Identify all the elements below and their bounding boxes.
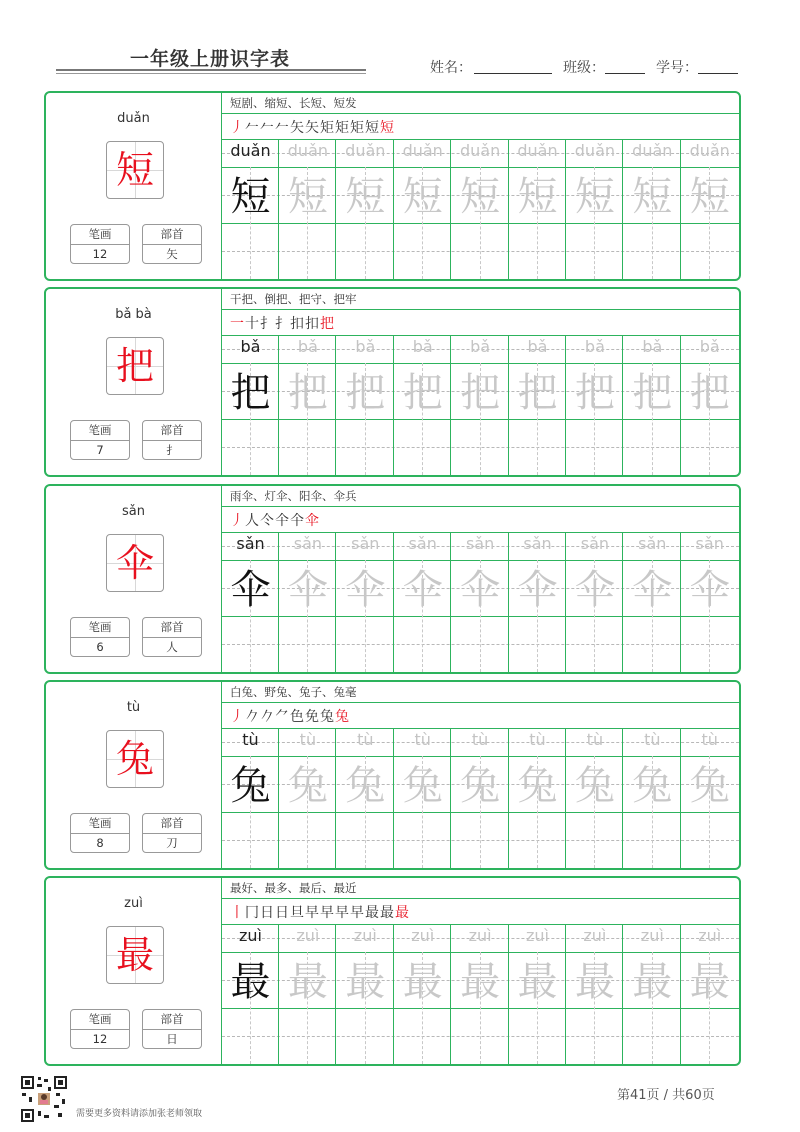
character-info-panel <box>46 289 222 475</box>
cell-character: 伞 <box>574 567 615 613</box>
cell-pinyin: sǎn <box>638 534 667 553</box>
cell-pinyin: sǎn <box>236 534 265 553</box>
practice-cell[interactable] <box>452 532 509 672</box>
stroke-step: 伞 <box>305 513 319 529</box>
cell-character: 伞 <box>460 567 501 613</box>
cell-pinyin: bǎ <box>642 337 663 356</box>
practice-cell[interactable] <box>222 924 279 1064</box>
cell-pinyin: bǎ <box>240 337 261 356</box>
main-character: 把 <box>115 344 154 388</box>
practice-grid <box>222 728 739 868</box>
stroke-order <box>230 510 320 530</box>
character-info-panel <box>46 93 222 279</box>
stroke-count-box <box>70 813 130 853</box>
cell-character: 短 <box>230 174 271 220</box>
cell-pinyin: sǎn <box>465 534 495 553</box>
practice-cell[interactable] <box>452 728 509 868</box>
page-number: 第41页 / 共60页 <box>617 1088 715 1103</box>
cell-pinyin: bǎ <box>412 337 433 356</box>
radical-value: 矢 <box>166 247 178 261</box>
cell-character: 把 <box>460 370 501 416</box>
practice-panel <box>222 682 739 868</box>
cell-pinyin: zuì <box>239 926 262 945</box>
cell-character: 短 <box>402 174 443 220</box>
radical-value: 扌 <box>166 443 178 457</box>
stroke-step: 矩 <box>320 120 334 136</box>
practice-cell[interactable] <box>681 728 738 868</box>
stroke-step: 早 <box>335 905 349 921</box>
radical-value: 日 <box>166 1032 178 1046</box>
cell-pinyin: tù <box>586 730 604 749</box>
practice-cell[interactable] <box>337 728 394 868</box>
practice-cell[interactable] <box>452 139 509 279</box>
character-card <box>44 484 741 674</box>
practice-cell[interactable] <box>222 532 279 672</box>
practice-grid <box>222 924 739 1064</box>
stroke-count-value: 6 <box>96 640 104 654</box>
cell-pinyin: duǎn <box>345 141 386 160</box>
cell-character: 兔 <box>287 763 328 809</box>
stroke-step: 早 <box>350 905 364 921</box>
page-title: 一年级上册识字表 <box>130 48 291 70</box>
cell-pinyin: sǎn <box>695 534 724 553</box>
cell-pinyin: zuì <box>583 926 607 945</box>
cell-character: 兔 <box>402 763 443 809</box>
cell-character: 最 <box>689 959 730 1005</box>
character-card <box>44 91 741 281</box>
cell-pinyin: zuì <box>526 926 549 945</box>
practice-cell[interactable] <box>566 532 623 672</box>
cell-character: 兔 <box>345 763 386 809</box>
practice-cell[interactable] <box>509 924 566 1064</box>
cell-character: 兔 <box>632 763 673 809</box>
stroke-order <box>230 313 335 333</box>
stroke-count-value: 12 <box>92 1032 108 1046</box>
character-card <box>44 287 741 477</box>
stroke-step: 兔 <box>335 709 349 725</box>
radical-value: 刀 <box>166 836 178 850</box>
cell-character: 最 <box>345 959 386 1005</box>
stroke-step: 丿 <box>230 120 244 136</box>
stroke-step: 免 <box>305 709 319 725</box>
practice-cell[interactable] <box>394 532 451 672</box>
cell-pinyin: sǎn <box>408 534 437 553</box>
character-box <box>106 337 164 395</box>
cell-pinyin: tù <box>242 730 259 749</box>
stroke-step: 最 <box>380 905 394 921</box>
cell-pinyin: bǎ <box>297 337 318 356</box>
practice-cell[interactable] <box>279 924 336 1064</box>
cell-pinyin: bǎ <box>470 337 491 356</box>
cell-pinyin: duǎn <box>517 141 558 160</box>
cell-character: 最 <box>402 959 443 1005</box>
practice-cell[interactable] <box>509 532 566 672</box>
qr-code <box>20 1075 68 1123</box>
cell-character: 最 <box>287 959 328 1005</box>
stroke-step: 色 <box>290 709 304 725</box>
stroke-step: 十 <box>245 316 259 332</box>
cell-pinyin: tù <box>299 730 317 749</box>
practice-cell[interactable] <box>222 728 279 868</box>
practice-cell[interactable] <box>452 335 509 475</box>
stroke-count-box <box>70 420 130 460</box>
cell-pinyin: duǎn <box>689 141 730 160</box>
stroke-step: 扌 <box>260 316 274 332</box>
cell-pinyin: zuì <box>411 926 435 945</box>
radical-label: 部首 <box>143 814 201 834</box>
character-box <box>106 730 164 788</box>
cell-character: 把 <box>230 370 271 416</box>
radical-label: 部首 <box>143 618 201 638</box>
practice-cell[interactable] <box>509 728 566 868</box>
cell-pinyin: zuì <box>468 926 492 945</box>
practice-cell[interactable] <box>337 139 394 279</box>
cell-character: 伞 <box>287 567 328 613</box>
stroke-count-label: 笔画 <box>71 814 129 834</box>
stroke-order <box>230 706 350 726</box>
class-field[interactable] <box>605 73 645 74</box>
practice-panel <box>222 93 739 279</box>
stroke-step: 丿 <box>230 513 244 529</box>
cell-character: 把 <box>287 370 328 416</box>
cell-pinyin: zuì <box>296 926 320 945</box>
name-label: 姓名： <box>430 60 472 76</box>
cell-pinyin: zuì <box>698 926 722 945</box>
stroke-step: 把 <box>320 316 334 332</box>
character-pinyin: zuì <box>124 896 143 911</box>
cell-character: 把 <box>574 370 615 416</box>
stroke-step: 早 <box>320 905 334 921</box>
stroke-step: 扣 <box>290 316 304 332</box>
cell-character: 最 <box>574 959 615 1005</box>
example-words: 短剧、缩短、长短、短发 <box>230 96 357 110</box>
practice-cell[interactable] <box>624 335 681 475</box>
stroke-step: 最 <box>365 905 379 921</box>
cell-character: 最 <box>460 959 501 1005</box>
practice-cell[interactable] <box>624 139 681 279</box>
radical-label: 部首 <box>143 1010 201 1030</box>
character-pinyin: bǎ bà <box>115 307 152 322</box>
cell-character: 把 <box>345 370 386 416</box>
stroke-count-box <box>70 224 130 264</box>
cell-pinyin: bǎ <box>355 337 376 356</box>
radical-value: 人 <box>166 640 178 654</box>
footer-note: 需要更多资料请添加张老师领取 <box>76 1109 203 1119</box>
practice-cell[interactable] <box>624 728 681 868</box>
practice-cell[interactable] <box>509 139 566 279</box>
cell-character: 把 <box>689 370 730 416</box>
practice-cell[interactable] <box>394 728 451 868</box>
cell-character: 短 <box>517 174 558 220</box>
practice-cell[interactable] <box>337 335 394 475</box>
cell-character: 最 <box>230 959 271 1005</box>
main-character: 最 <box>115 933 154 977</box>
cell-pinyin: duǎn <box>632 141 673 160</box>
stroke-step: 日 <box>275 905 289 921</box>
stroke-count-label: 笔画 <box>71 225 129 245</box>
stroke-count-box <box>70 617 130 657</box>
cell-pinyin: duǎn <box>402 141 443 160</box>
practice-panel <box>222 878 739 1064</box>
cell-pinyin: duǎn <box>459 141 501 160</box>
cell-pinyin: tù <box>701 730 718 749</box>
character-pinyin: tù <box>126 700 141 715</box>
stroke-step: 丨 <box>230 905 244 921</box>
main-character: 兔 <box>115 737 154 781</box>
radical-label: 部首 <box>143 421 201 441</box>
practice-cell[interactable] <box>566 728 623 868</box>
stroke-count-value: 8 <box>96 836 104 850</box>
cell-pinyin: zuì <box>353 926 377 945</box>
cell-character: 短 <box>689 174 730 220</box>
stroke-step: 兔 <box>320 709 334 725</box>
cell-character: 伞 <box>689 567 730 613</box>
stroke-step: 扌 <box>275 316 289 332</box>
stroke-step: 日 <box>260 905 274 921</box>
practice-cell[interactable] <box>566 139 623 279</box>
radical-box <box>142 420 202 460</box>
radical-box <box>142 1009 202 1049</box>
cell-pinyin: bǎ <box>584 337 605 356</box>
stroke-step: ⺈ <box>275 709 289 725</box>
cell-pinyin: duǎn <box>230 141 271 160</box>
stroke-order <box>230 902 410 922</box>
character-card <box>44 876 741 1066</box>
character-card <box>44 680 741 870</box>
cell-character: 短 <box>632 174 673 220</box>
character-box <box>106 926 164 984</box>
title-underline <box>56 69 366 71</box>
character-box <box>106 141 164 199</box>
practice-cell[interactable] <box>681 139 738 279</box>
stroke-step: 早 <box>305 905 319 921</box>
stroke-count-value: 7 <box>96 443 104 457</box>
cell-pinyin: tù <box>414 730 431 749</box>
practice-cell[interactable] <box>624 532 681 672</box>
stroke-step: 短 <box>365 120 379 136</box>
cell-character: 短 <box>460 174 501 220</box>
stroke-step: 人 <box>245 513 259 529</box>
practice-panel <box>222 289 739 475</box>
practice-cell[interactable] <box>279 728 336 868</box>
cell-character: 兔 <box>574 763 615 809</box>
cell-character: 伞 <box>402 567 443 613</box>
stroke-count-value: 12 <box>92 247 108 261</box>
stroke-step: 一 <box>230 316 244 332</box>
radical-label: 部首 <box>143 225 201 245</box>
stroke-count-box <box>70 1009 130 1049</box>
stroke-step: 旦 <box>290 905 304 921</box>
cell-character: 最 <box>517 959 558 1005</box>
example-words: 干把、倒把、把守、把牢 <box>230 292 357 306</box>
cell-character: 伞 <box>230 567 271 613</box>
practice-cell[interactable] <box>279 139 336 279</box>
practice-grid <box>222 335 739 475</box>
character-info-panel <box>46 682 222 868</box>
practice-cell[interactable] <box>337 532 394 672</box>
radical-box <box>142 617 202 657</box>
cell-pinyin: tù <box>357 730 374 749</box>
cell-pinyin: tù <box>529 730 546 749</box>
cell-character: 伞 <box>517 567 558 613</box>
cell-character: 伞 <box>345 567 386 613</box>
stroke-step: 𠂊 <box>260 709 274 725</box>
stroke-step: 仒 <box>260 513 274 529</box>
cell-character: 把 <box>632 370 673 416</box>
radical-box <box>142 224 202 264</box>
cell-pinyin: sǎn <box>580 534 610 553</box>
stroke-step: 𠂊 <box>245 709 259 725</box>
character-box <box>106 534 164 592</box>
stroke-count-label: 笔画 <box>71 421 129 441</box>
cell-pinyin: tù <box>644 730 661 749</box>
cell-pinyin: tù <box>471 730 489 749</box>
stroke-step: 丿 <box>230 709 244 725</box>
stroke-order <box>230 117 395 137</box>
cell-pinyin: duǎn <box>287 141 329 160</box>
example-words: 最好、最多、最后、最近 <box>230 881 357 895</box>
practice-grid <box>222 139 739 279</box>
stroke-step: 矩 <box>335 120 349 136</box>
practice-cell[interactable] <box>279 532 336 672</box>
practice-cell[interactable] <box>394 924 451 1064</box>
radical-box <box>142 813 202 853</box>
practice-cell[interactable] <box>222 335 279 475</box>
practice-cell[interactable] <box>394 139 451 279</box>
practice-cell[interactable] <box>566 924 623 1064</box>
cell-pinyin: bǎ <box>699 337 720 356</box>
stroke-step: 仐 <box>275 513 289 529</box>
practice-cell[interactable] <box>681 532 738 672</box>
practice-cell[interactable] <box>681 335 738 475</box>
stroke-count-label: 笔画 <box>71 618 129 638</box>
cell-character: 短 <box>287 174 328 220</box>
stroke-step: 扣 <box>305 316 319 332</box>
practice-cell[interactable] <box>566 335 623 475</box>
name-field[interactable] <box>474 73 552 74</box>
stroke-step: 矩 <box>350 120 364 136</box>
example-words: 白兔、野兔、兔子、兔毫 <box>230 685 357 699</box>
practice-grid <box>222 532 739 672</box>
main-character: 伞 <box>115 541 154 585</box>
class-label: 班级： <box>563 60 605 76</box>
cell-character: 兔 <box>517 763 558 809</box>
practice-cell[interactable] <box>337 924 394 1064</box>
character-pinyin: duǎn <box>117 111 150 126</box>
cell-character: 把 <box>402 370 443 416</box>
character-info-panel <box>46 878 222 1064</box>
cell-pinyin: duǎn <box>574 141 616 160</box>
cell-character: 兔 <box>689 763 730 809</box>
main-character: 短 <box>115 148 154 192</box>
cell-character: 最 <box>632 959 673 1005</box>
practice-cell[interactable] <box>452 924 509 1064</box>
cell-character: 短 <box>345 174 386 220</box>
title-underline-thin <box>56 73 366 74</box>
cell-character: 短 <box>574 174 615 220</box>
practice-panel <box>222 486 739 672</box>
cell-pinyin: bǎ <box>527 337 548 356</box>
stroke-step: 𠂉 <box>260 120 274 136</box>
cell-pinyin: sǎn <box>523 534 552 553</box>
practice-cell[interactable] <box>222 139 279 279</box>
cell-character: 兔 <box>460 763 501 809</box>
character-info-panel <box>46 486 222 672</box>
stroke-step: 仐 <box>290 513 304 529</box>
example-words: 雨伞、灯伞、阳伞、伞兵 <box>230 489 357 503</box>
practice-cell[interactable] <box>681 924 738 1064</box>
stroke-step: 最 <box>395 905 409 921</box>
stroke-step: 𠂉 <box>275 120 289 136</box>
cell-character: 兔 <box>230 763 271 809</box>
practice-cell[interactable] <box>509 335 566 475</box>
stroke-step: 𠂉 <box>245 120 259 136</box>
character-pinyin: sǎn <box>122 504 145 519</box>
cell-pinyin: sǎn <box>293 534 323 553</box>
stroke-count-label: 笔画 <box>71 1010 129 1030</box>
number-field[interactable] <box>698 73 738 74</box>
practice-cell[interactable] <box>279 335 336 475</box>
practice-cell[interactable] <box>624 924 681 1064</box>
cell-character: 伞 <box>632 567 673 613</box>
stroke-step: 冂 <box>245 905 259 921</box>
stroke-step: 短 <box>380 120 394 136</box>
cell-character: 把 <box>517 370 558 416</box>
number-label: 学号： <box>656 60 698 76</box>
stroke-step: 矢 <box>290 120 304 136</box>
cell-pinyin: zuì <box>640 926 664 945</box>
stroke-step: 矢 <box>305 120 319 136</box>
practice-cell[interactable] <box>394 335 451 475</box>
cell-pinyin: sǎn <box>351 534 380 553</box>
